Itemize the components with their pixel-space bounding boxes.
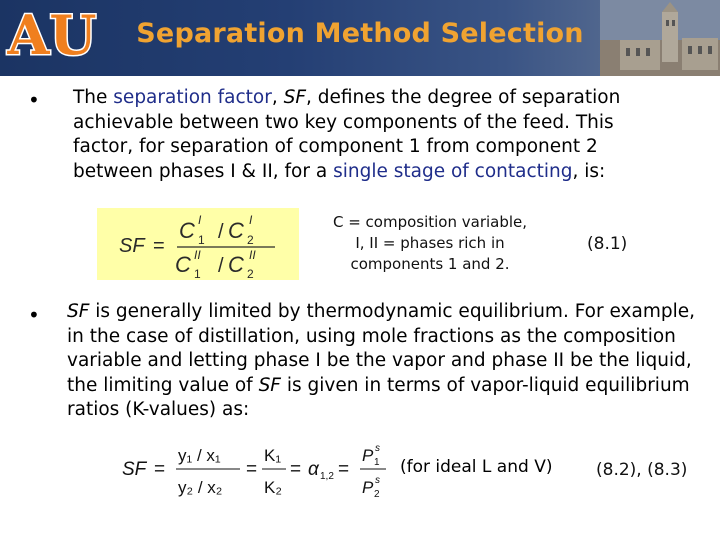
eq2-frac3-num-sup: s <box>375 443 380 454</box>
sf-symbol: SF <box>258 374 281 396</box>
eq1-num-c2-sub: 2 <box>247 233 254 247</box>
eq2-equals: = <box>290 459 302 480</box>
equation-8-1-note <box>312 212 548 275</box>
eq1-num-c1-sup: I <box>198 213 202 227</box>
bullet-marker: • <box>28 88 40 112</box>
eq1-den-c1: C <box>175 252 191 277</box>
bullet-2-text <box>67 300 697 423</box>
eq1-num-c1-sub: 1 <box>198 233 205 247</box>
eq2-frac3-den-sub: 2 <box>374 489 380 500</box>
eq2-equals: = <box>338 459 350 480</box>
eq1-den-c2: C <box>228 252 244 277</box>
text-run: , defines the degree of separation achievable between two key components of the feed. This factor, for separation of component 1 from component 2 between phases I & II, for a <box>73 87 621 182</box>
eq2-equals: = <box>246 459 258 480</box>
equation-number-8-2-8-3: (8.2), (8.3) <box>596 460 688 480</box>
bullet-1-text <box>73 86 653 184</box>
note-line: components 1 and 2. <box>350 255 510 273</box>
slide-title: Separation Method Selection <box>136 18 584 49</box>
header-banner <box>0 0 720 76</box>
eq2-frac2-num: K₁ <box>264 446 282 465</box>
svg-text:AU: AU <box>7 3 97 67</box>
eq2-frac1-den: y₂ / x₂ <box>178 478 223 497</box>
note-line: I, II = phases rich in <box>355 234 505 252</box>
text-run: The <box>73 87 114 108</box>
eq2-frac1-num: y₁ / x₁ <box>178 446 221 465</box>
eq1-equals: = <box>153 235 165 257</box>
eq2-frac3-den: P <box>362 478 374 497</box>
eq2-alpha-sub: 1,2 <box>320 471 334 482</box>
eq1-lhs: SF <box>119 235 145 257</box>
eq2-frac3-den-sup: s <box>375 475 380 486</box>
eq2-frac3-num: P <box>362 446 374 465</box>
eq2-equals: = <box>154 459 166 480</box>
term-separation-factor: separation factor <box>113 87 272 108</box>
eq2-frac3-num-sub: 1 <box>374 457 380 468</box>
eq1-num-c2-sup: I <box>249 213 253 227</box>
bullet-marker: • <box>28 303 40 327</box>
text-run: is given in terms of vapor-liquid equilibrium ratios (K-values) as: <box>67 374 690 420</box>
eq1-den-c1-sub: 1 <box>194 267 201 280</box>
ideal-condition-note: (for ideal L and V) <box>400 457 553 477</box>
equation-8-1 <box>97 208 299 280</box>
sf-symbol: SF <box>67 301 90 322</box>
equation-number-8-1: (8.1) <box>587 234 628 254</box>
text-run: , is: <box>572 160 606 182</box>
term-single-stage: single stage of contacting <box>333 160 573 182</box>
eq1-den-c2-sup: II <box>249 248 256 262</box>
eq1-den-slash: / <box>218 255 224 277</box>
eq1-den-c1-sup: II <box>194 248 201 262</box>
eq2-lhs: SF <box>122 459 147 480</box>
text-run: is generally limited by thermodynamic equilibrium. For example, in the case of distillation, using mole fractions as the composition variable and letting phase I be the vapor and phase II be the liquid, the limiting value of <box>67 301 695 396</box>
eq2-frac2-den: K₂ <box>264 478 282 497</box>
sf-symbol: SF <box>283 87 307 108</box>
text-run: , <box>271 87 284 108</box>
eq1-num-c2: C <box>228 218 244 243</box>
eq1-num-slash: / <box>218 221 224 243</box>
eq2-alpha: α <box>308 459 319 480</box>
note-line: C = composition variable, <box>332 213 528 231</box>
eq1-num-c1: C <box>179 218 195 243</box>
equation-8-2-8-3 <box>118 438 408 502</box>
eq1-den-c2-sub: 2 <box>247 267 254 280</box>
